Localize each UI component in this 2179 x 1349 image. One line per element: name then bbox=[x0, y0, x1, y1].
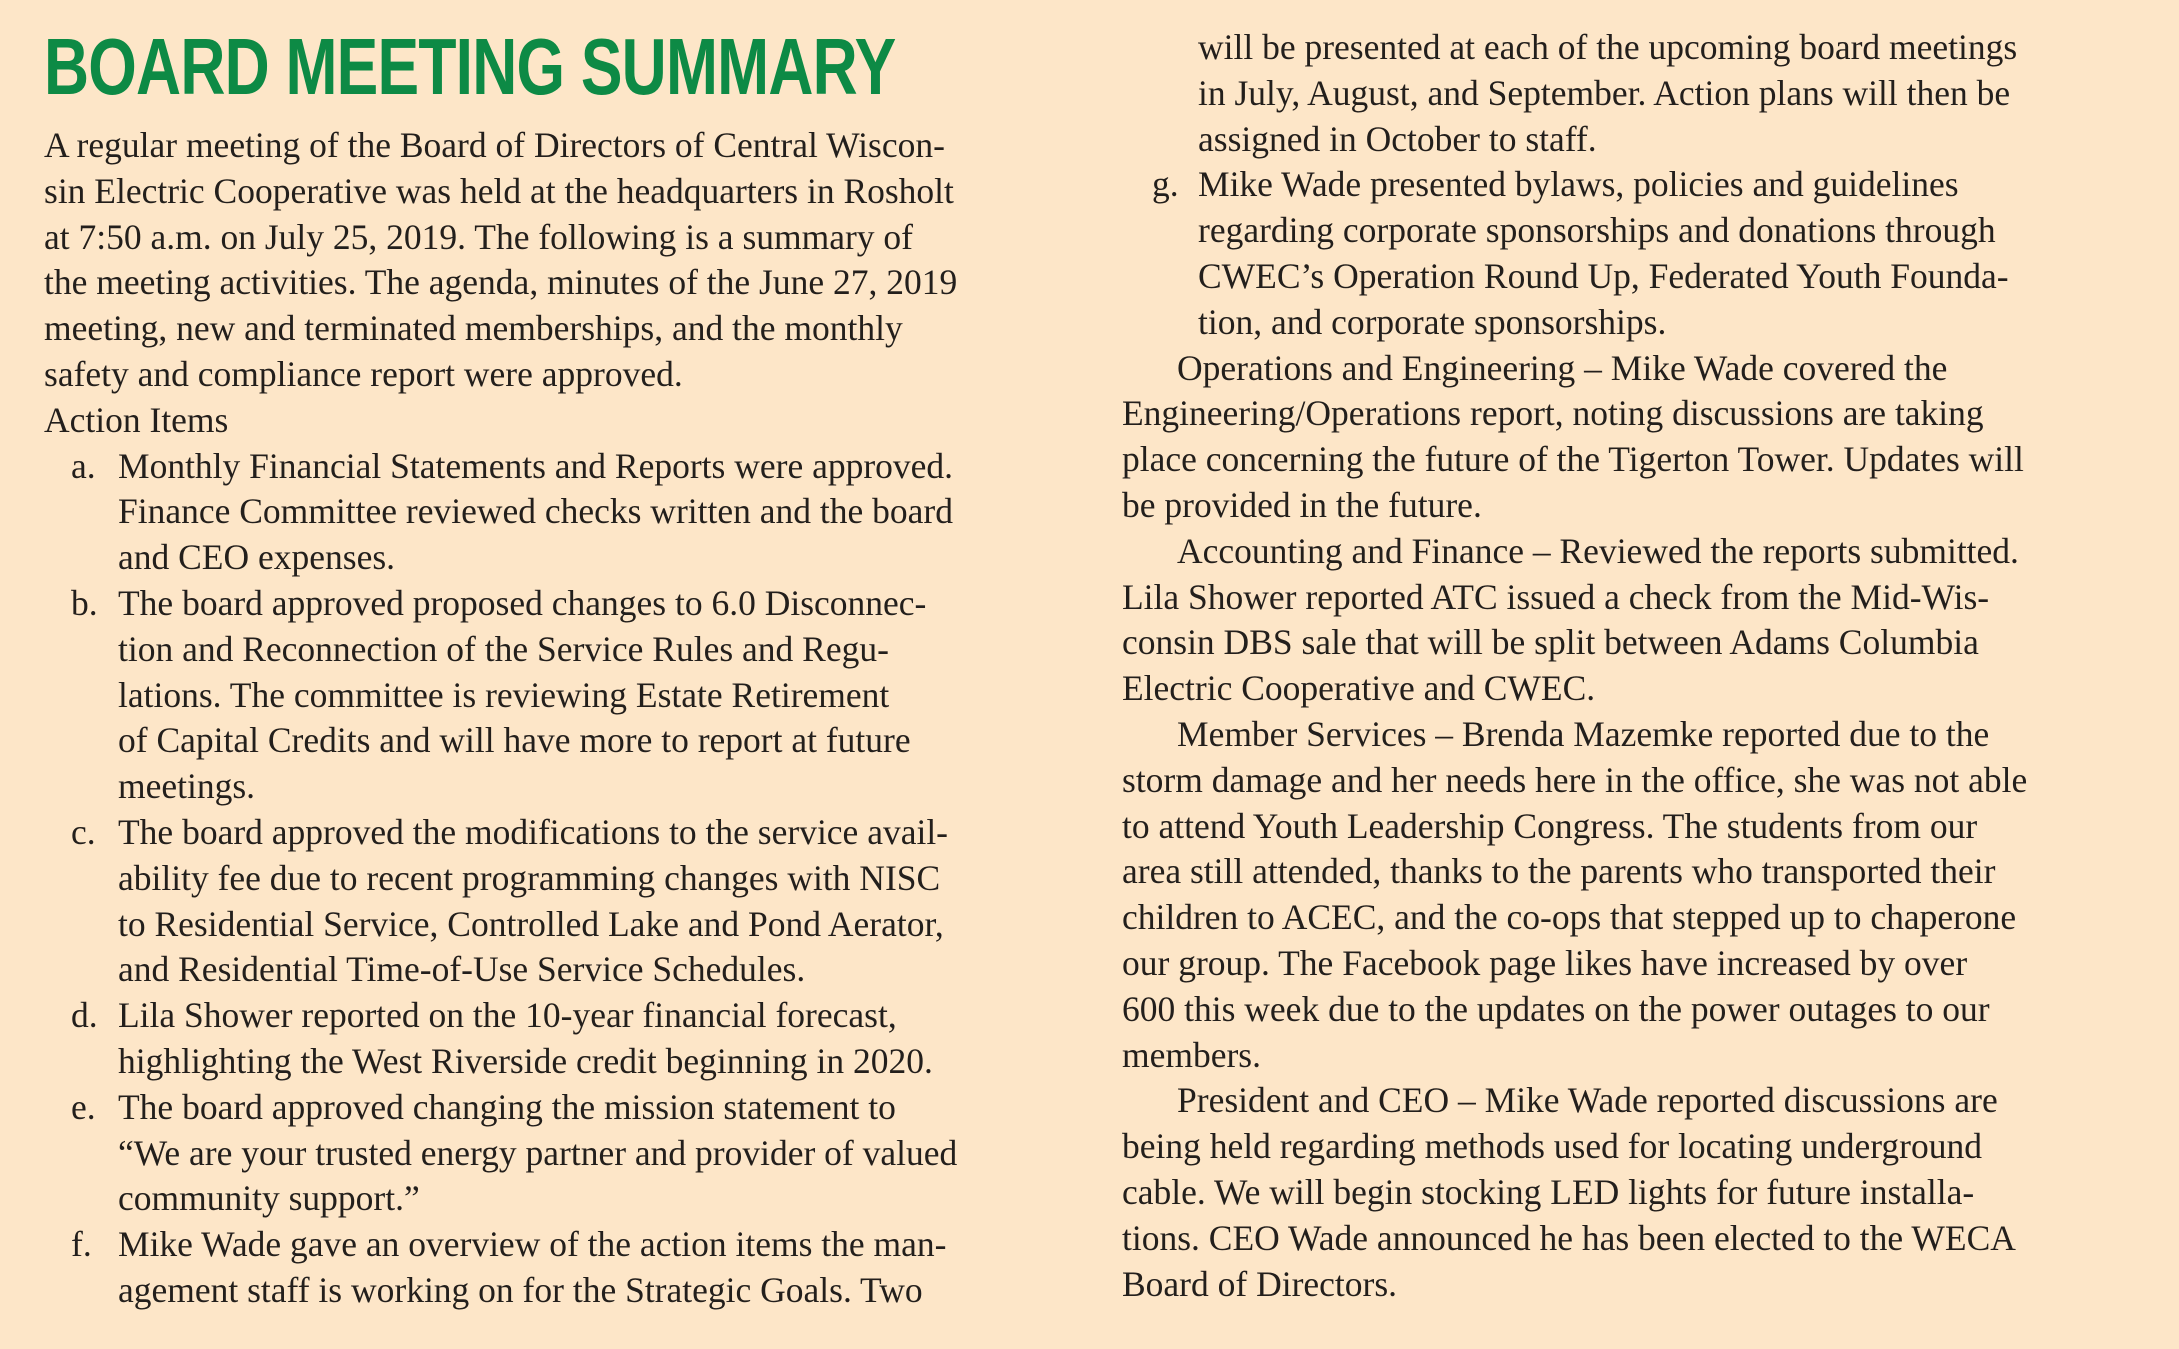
section-line: members. bbox=[1122, 1034, 1262, 1075]
accounting-finance-section bbox=[1122, 529, 2162, 712]
list-item-line: tion and Reconnection of the Service Rules and Regu- bbox=[118, 628, 889, 669]
section-line: storm damage and her needs here in the office, she was not able bbox=[1122, 759, 2028, 800]
section-line: Lila Shower reported ATC issued a check from the Mid-Wis- bbox=[1122, 576, 1990, 617]
list-item-line: community support.” bbox=[118, 1178, 420, 1219]
list-item-line: of Capital Credits and will have more to report at future bbox=[118, 720, 911, 761]
list-item-line: The board approved proposed changes to 6.0 Disconnec- bbox=[118, 582, 927, 623]
intro-paragraph bbox=[44, 123, 1084, 398]
action-item-f bbox=[44, 1222, 1084, 1314]
member-services-section bbox=[1122, 712, 2162, 1078]
section-line: consin DBS sale that will be split between Adams Columbia bbox=[1122, 622, 1979, 663]
section-line: children to ACEC, and the co-ops that stepped up to chaperone bbox=[1122, 897, 2017, 938]
list-item-line: agement staff is working on for the Strategic Goals. Two bbox=[118, 1269, 923, 1310]
intro-line: safety and compliance report were approved. bbox=[44, 353, 683, 394]
list-item-line: Monthly Financial Statements and Reports were approved. bbox=[118, 445, 954, 486]
list-marker: c. bbox=[71, 811, 96, 852]
list-item-line: ability fee due to recent programming changes with NISC bbox=[118, 857, 941, 898]
section-line: cable. We will begin stocking LED lights for future installa- bbox=[1122, 1171, 1975, 1212]
list-item-line: Lila Shower reported on the 10-year financial forecast, bbox=[118, 995, 897, 1036]
section-line: tions. CEO Wade announced he has been elected to the WECA bbox=[1122, 1217, 2016, 1258]
section-line: place concerning the future of the Tigerton Tower. Updates will bbox=[1122, 439, 2024, 480]
list-item-line: CWEC’s Operation Round Up, Federated Youth Founda- bbox=[1198, 255, 2009, 296]
list-item-line: and CEO expenses. bbox=[118, 537, 396, 578]
section-line: 600 this week due to the updates on the power outages to our bbox=[1122, 988, 1990, 1029]
list-item-line: assigned in October to staff. bbox=[1198, 118, 1597, 159]
page-title: BOARD MEETING SUMMARY bbox=[44, 22, 896, 111]
list-item-line: regarding corporate sponsorships and donations through bbox=[1198, 210, 1996, 251]
section-line: to attend Youth Leadership Congress. The students from our bbox=[1122, 805, 1978, 846]
left-column-text bbox=[44, 123, 1084, 1314]
list-item-line: to Residential Service, Controlled Lake and Pond Aerator, bbox=[118, 903, 944, 944]
section-line: area still attended, thanks to the parents who transported their bbox=[1122, 851, 1996, 892]
list-marker: d. bbox=[71, 995, 98, 1036]
intro-line: A regular meeting of the Board of Directors of Central Wiscon- bbox=[44, 125, 945, 165]
section-line: Accounting and Finance – Reviewed the reports submitted. bbox=[1177, 530, 2019, 571]
action-item-c bbox=[44, 810, 1084, 993]
list-item-line: in July, August, and September. Action plans will then be bbox=[1198, 72, 2011, 113]
section-line: our group. The Facebook page likes have increased by over bbox=[1122, 942, 1968, 983]
list-item-line: Finance Committee reviewed checks written and the board bbox=[118, 491, 953, 532]
list-marker: b. bbox=[71, 582, 98, 623]
list-item-line: tion, and corporate sponsorships. bbox=[1198, 301, 1667, 342]
list-marker: a. bbox=[71, 445, 96, 486]
section-line: Member Services – Brenda Mazemke reported due to the bbox=[1177, 713, 1990, 754]
section-line: President and CEO – Mike Wade reported discussions are bbox=[1177, 1080, 1998, 1121]
list-item-line: meetings. bbox=[118, 766, 256, 807]
section-line: be provided in the future. bbox=[1122, 484, 1482, 525]
right-column-text bbox=[1122, 25, 2162, 1307]
list-marker: f. bbox=[71, 1224, 92, 1265]
list-item-line: The board approved changing the mission statement to bbox=[118, 1086, 896, 1127]
list-item-line: lations. The committee is reviewing Estate Retirement bbox=[118, 674, 890, 715]
intro-line: the meeting activities. The agenda, minutes of the June 27, 2019 bbox=[44, 262, 958, 303]
list-item-line: highlighting the West Riverside credit beginning in 2020. bbox=[118, 1040, 933, 1081]
list-item-line: Mike Wade gave an overview of the action items the man- bbox=[118, 1224, 947, 1265]
action-item-e bbox=[44, 1085, 1084, 1222]
action-items-heading: Action Items bbox=[44, 399, 229, 440]
section-line: Board of Directors. bbox=[1122, 1263, 1398, 1304]
action-item-g bbox=[1122, 162, 2162, 345]
list-marker: g. bbox=[1152, 164, 1179, 205]
intro-line: at 7:50 a.m. on July 25, 2019. The following is a summary of bbox=[44, 216, 914, 257]
president-ceo-section bbox=[1122, 1078, 2162, 1307]
action-item-f-continued bbox=[1122, 25, 2162, 162]
action-item-b bbox=[44, 581, 1084, 810]
action-item-d bbox=[44, 993, 1084, 1085]
list-item-line: The board approved the modifications to the service avail- bbox=[118, 811, 949, 852]
list-item-line: will be presented at each of the upcoming board meetings bbox=[1198, 27, 2018, 67]
section-line: Operations and Engineering – Mike Wade covered the bbox=[1177, 347, 1948, 388]
section-line: Electric Cooperative and CWEC. bbox=[1122, 668, 1596, 709]
list-item-line: and Residential Time-of-Use Service Schedules. bbox=[118, 949, 806, 990]
intro-line: meeting, new and terminated memberships, and the monthly bbox=[44, 308, 903, 349]
operations-engineering-section bbox=[1122, 346, 2162, 529]
section-line: Engineering/Operations report, noting discussions are taking bbox=[1122, 393, 1984, 434]
intro-line: sin Electric Cooperative was held at the headquarters in Rosholt bbox=[44, 170, 954, 211]
section-line: being held regarding methods used for locating underground bbox=[1122, 1126, 1983, 1167]
list-item-line: Mike Wade presented bylaws, policies and guidelines bbox=[1198, 164, 1959, 205]
list-item-line: “We are your trusted energy partner and provider of valued bbox=[118, 1132, 958, 1173]
action-item-a bbox=[44, 444, 1084, 581]
list-marker: e. bbox=[71, 1086, 96, 1127]
